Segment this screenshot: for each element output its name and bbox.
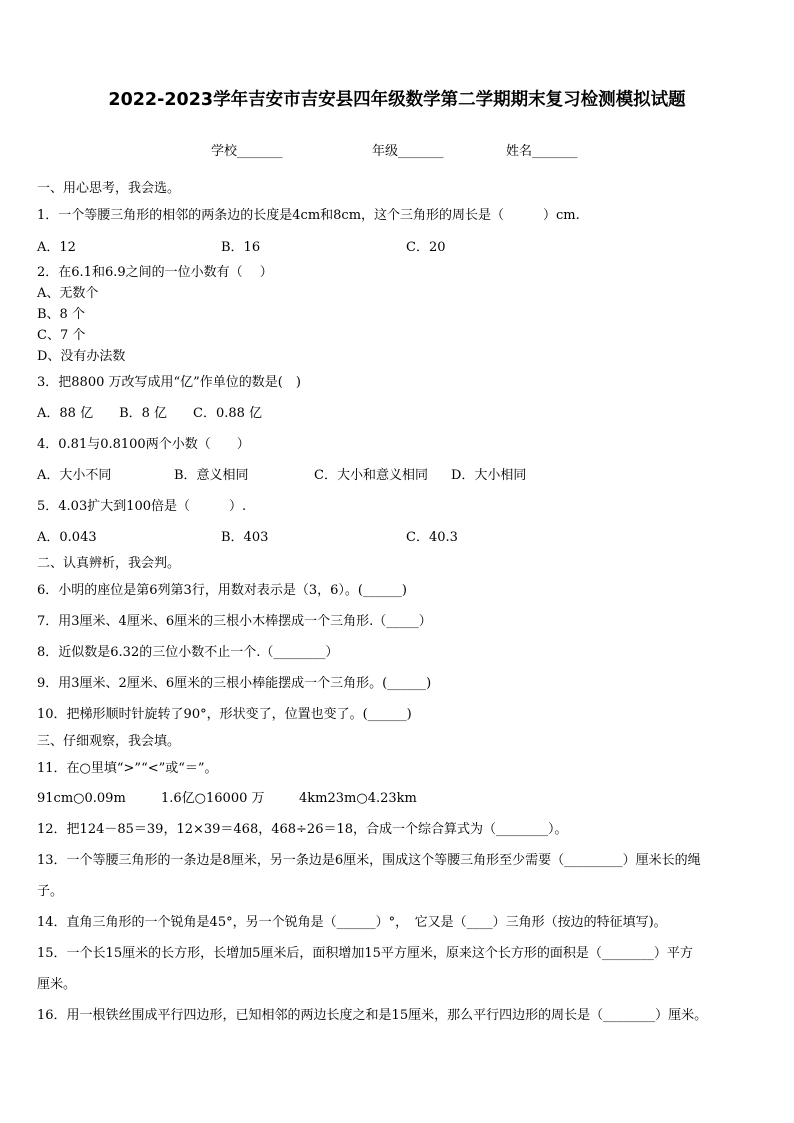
q11-item-b: 1.6亿○16000 万 (161, 791, 265, 806)
q11-item-a: 91cm○0.09m (37, 791, 126, 806)
question-13-continued: 子。 (37, 884, 64, 899)
q5-option-a: A．0.043 (37, 530, 97, 545)
question-12: 12．把124－85＝39，12×39＝468，468÷26＝18，合成一个综合算式为（________）。 (37, 822, 568, 837)
grade-field: 年级_______ (372, 144, 444, 159)
section-heading-3: 三、仔细观察，我会填。 (37, 734, 181, 749)
q4-option-a: A．大小不同 (37, 468, 112, 483)
q3-options: A．88 亿 B．8 亿 C．0.88 亿 (37, 406, 263, 421)
question-4: 4．0.81与0.8100两个小数（ ） (37, 437, 250, 452)
name-field: 姓名_______ (506, 144, 578, 159)
question-16: 16．用一根铁丝围成平行四边形，已知相邻的两边长度之和是15厘米，那么平行四边形的周长是（________）厘米。 (37, 1008, 708, 1023)
question-3: 3．把8800 万改写成用“亿”作单位的数是( ) (37, 375, 301, 390)
question-15-continued: 厘米。 (37, 977, 77, 992)
q2-option-a: A、无数个 (37, 286, 99, 301)
q5-option-b: B．403 (221, 530, 269, 545)
question-1: 1．一个等腰三角形的相邻的两条边的长度是4cm和8cm，这个三角形的周长是（ ）cm. (37, 208, 580, 223)
question-5: 5．4.03扩大到100倍是（ ）. (37, 499, 247, 514)
q5-option-c: C．40.3 (406, 530, 458, 545)
question-15: 15．一个长15厘米的长方形，长增加5厘米后，面积增加15平方厘米，原来这个长方形的面积是（________）平方 (37, 946, 693, 961)
page-title: 2022-2023学年吉安市吉安县四年级数学第二学期期末复习检测模拟试题 (108, 90, 686, 110)
q2-option-c: C、7 个 (37, 328, 86, 343)
question-10: 10．把梯形顺时针旋转了90°，形状变了，位置也变了。(______) (37, 707, 412, 722)
school-field: 学校_______ (211, 144, 283, 159)
question-14: 14．直角三角形的一个锐角是45°，另一个锐角是（______）°， 它又是（____）三角形（按边的特征填写)。 (37, 915, 667, 930)
question-13: 13．一个等腰三角形的一条边是8厘米，另一条边是6厘米，围成这个等腰三角形至少需要（_________）厘米长的绳 (37, 853, 701, 868)
question-6: 6．小明的座位是第6列第3行，用数对表示是（3，6）。(______) (37, 583, 407, 598)
q1-option-a: A．12 (37, 240, 76, 255)
q4-option-c: C．大小和意义相同 (314, 468, 428, 483)
question-11: 11．在○里填“>”“<”或“＝”。 (37, 761, 218, 776)
q1-option-c: C．20 (406, 240, 446, 255)
q2-option-d: D、没有办法数 (37, 349, 126, 364)
q2-option-b: B、8 个 (37, 307, 85, 322)
section-heading-2: 二、认真辨析，我会判。 (37, 556, 181, 571)
section-heading-1: 一、用心思考，我会选。 (37, 181, 181, 196)
q11-item-c: 4km23m○4.23km (299, 791, 417, 806)
question-9: 9．用3厘米、2厘米、6厘米的三根小棒能摆成一个三角形。(______) (37, 676, 432, 691)
q4-option-d: D．大小相同 (451, 468, 527, 483)
q1-option-b: B．16 (221, 240, 261, 255)
question-7: 7．用3厘米、4厘米、6厘米的三根小木棒摆成一个三角形.（_____） (37, 614, 432, 629)
question-2: 2．在6.1和6.9之间的一位小数有（ ） (37, 265, 273, 280)
q4-option-b: B．意义相同 (174, 468, 249, 483)
question-8: 8．近似数是6.32的三位小数不止一个.（________） (37, 645, 339, 660)
